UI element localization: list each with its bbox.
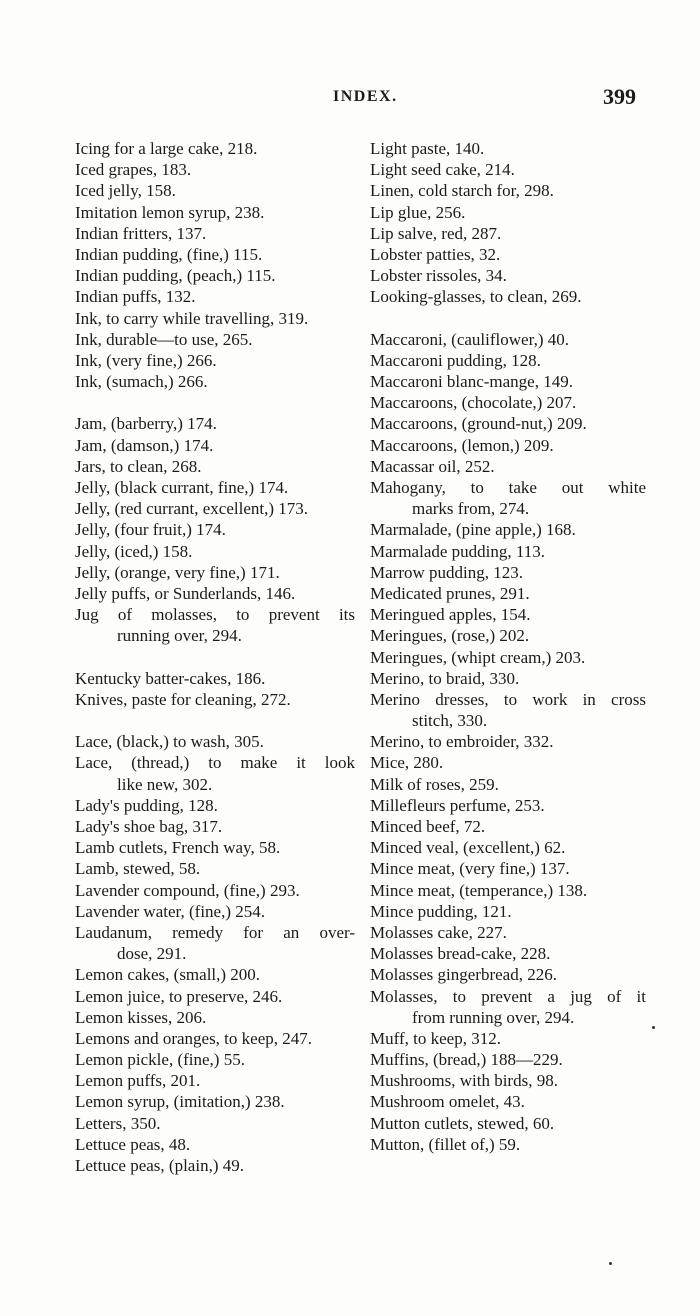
index-entry: Merino, to braid, 330. [370,668,520,688]
index-entry-continuation: marks from, 274. [412,499,530,519]
index-entry: Mice, 280. [370,753,444,773]
running-header [0,84,700,114]
index-entry: Maccaroni, (cauliflower,) 40. [370,329,569,349]
index-entry: Knives, paste for cleaning, 272. [75,689,291,709]
index-entry-continuation: stitch, 330. [412,711,488,731]
index-entry: Meringues, (whipt cream,) 203. [370,647,586,667]
index-entry: Kentucky batter-cakes, 186. [75,668,266,688]
index-entry: Indian puffs, 132. [75,287,196,307]
index-entry: Merino, to embroider, 332. [370,732,554,752]
index-entry: Mince meat, (very fine,) 137. [370,859,570,879]
index-entry: Minced beef, 72. [370,817,486,836]
index-entry: Medicated prunes, 291. [370,583,530,603]
index-entry: Millefleurs perfume, 253. [370,795,545,815]
index-entry: Letters, 350. [75,1113,161,1133]
section-gap [75,647,355,668]
index-entry: Jug of molasses, to prevent its [75,605,355,625]
index-entry: Lady's shoe bag, 317. [75,817,223,836]
index-entry-continuation: from running over, 294. [412,1007,575,1027]
index-entry: Jelly, (four fruit,) 174. [75,520,226,540]
index-entry-continuation: dose, 291. [117,944,187,964]
index-column-right [370,138,646,1155]
index-entry: Meringued apples, 154. [370,605,531,625]
index-entry: Iced grapes, 183. [75,160,192,180]
index-entry: Lace, (thread,) to make it look [75,753,355,773]
index-entry: Mahogany, to take out white [370,478,646,497]
index-entry: Indian pudding, (fine,) 115. [75,244,263,264]
index-entry: Mutton cutlets, stewed, 60. [370,1113,555,1133]
index-entry: Lemon puffs, 201. [75,1071,201,1091]
page-number: 399 [603,84,636,109]
index-entry: Lemon kisses, 206. [75,1007,207,1027]
index-entry: Ink, (very fine,) 266. [75,350,217,370]
index-entry: Molasses gingerbread, 226. [370,965,557,985]
index-entry: Ink, to carry while travelling, 319. [75,308,309,328]
index-entry: Mushrooms, with birds, 98. [370,1071,558,1091]
section-gap [370,308,646,329]
index-entry: Molasses cake, 227. [370,922,507,942]
index-entry: Lobster patties, 32. [370,244,501,264]
index-entry: Muffins, (bread,) 188—229. [370,1050,563,1070]
index-entry: Marmalade, (pine apple,) 168. [370,520,576,540]
index-entry: Maccaroons, (chocolate,) 207. [370,393,577,413]
index-entry: Ink, (sumach,) 266. [75,372,208,392]
index-entry: Milk of roses, 259. [370,774,499,794]
index-entry: Lace, (black,) to wash, 305. [75,732,264,752]
index-entry: Jam, (damson,) 174. [75,435,214,455]
index-entry: Marmalade pudding, 113. [370,541,545,561]
index-column-left [75,138,355,1176]
index-entry: Lettuce peas, (plain,) 49. [75,1156,244,1175]
index-entry: Molasses bread-cake, 228. [370,944,551,964]
index-entry: Mutton, (fillet of,) 59. [370,1134,521,1154]
index-entry: Maccaroni blanc-mange, 149. [370,372,573,392]
index-entry: Jars, to clean, 268. [75,456,202,476]
index-entry: Lemon syrup, (imitation,) 238. [75,1092,285,1112]
index-entry: Lemon cakes, (small,) 200. [75,965,261,985]
index-entry: Maccaroons, (lemon,) 209. [370,435,554,455]
index-entry: Merino dresses, to work in cross [370,689,646,709]
index-entry-continuation: running over, 294. [117,626,242,646]
index-entry: Lettuce peas, 48. [75,1134,191,1154]
index-entry: Muff, to keep, 312. [370,1028,501,1048]
index-entry: Indian pudding, (peach,) 115. [75,266,276,286]
index-entry: Mince pudding, 121. [370,901,512,921]
section-gap [75,392,355,413]
index-entry-continuation: like new, 302. [117,774,213,794]
index-entry: Maccaroni pudding, 128. [370,350,541,370]
index-entry: Looking-glasses, to clean, 269. [370,287,582,307]
index-entry: Jelly, (red currant, excellent,) 173. [75,499,309,519]
index-entry: Icing for a large cake, 218. [75,139,258,158]
index-entry: Linen, cold starch for, 298. [370,181,554,201]
index-entry: Lemon juice, to preserve, 246. [75,986,283,1006]
page-title: INDEX. [333,88,398,105]
index-entry: Lip salve, red, 287. [370,223,502,243]
index-entry: Maccaroons, (ground-nut,) 209. [370,414,587,434]
index-entry: Meringues, (rose,) 202. [370,626,530,646]
index-entry: Lamb, stewed, 58. [75,859,201,879]
index-entry: Laudanum, remedy for an over- [75,922,355,942]
index-entry: Jelly, (orange, very fine,) 171. [75,562,280,582]
index-entry: Minced veal, (excellent,) 62. [370,838,566,858]
index-entry: Lobster rissoles, 34. [370,266,507,286]
index-entry: Jelly, (black currant, fine,) 174. [75,478,289,497]
index-entry: Lamb cutlets, French way, 58. [75,838,281,858]
index-entry: Marrow pudding, 123. [370,562,523,582]
index-entry: Jelly puffs, or Sunderlands, 146. [75,583,296,603]
index-entry: Imitation lemon syrup, 238. [75,202,265,222]
index-entry: Macassar oil, 252. [370,456,495,476]
index-entry: Mushroom omelet, 43. [370,1092,525,1112]
index-entry: Lemon pickle, (fine,) 55. [75,1050,245,1070]
index-entry: Indian fritters, 137. [75,223,207,243]
index-entry: Jam, (barberry,) 174. [75,414,217,434]
index-entry: Light seed cake, 214. [370,160,515,180]
index-entry: Mince meat, (temperance,) 138. [370,880,588,900]
index-entry: Iced jelly, 158. [75,181,176,201]
index-entry: Lady's pudding, 128. [75,795,218,815]
index-entry: Lemons and oranges, to keep, 247. [75,1028,312,1048]
index-entry: Molasses, to prevent a jug of it [370,986,646,1006]
print-speck [652,1026,655,1029]
print-speck [609,1262,612,1265]
index-entry: Jelly, (iced,) 158. [75,541,193,561]
index-entry: Lavender water, (fine,) 254. [75,901,266,921]
index-entry: Light paste, 140. [370,139,485,158]
section-gap [75,710,355,731]
index-entry: Ink, durable—to use, 265. [75,329,253,349]
index-entry: Lip glue, 256. [370,202,466,222]
index-entry: Lavender compound, (fine,) 293. [75,880,300,900]
